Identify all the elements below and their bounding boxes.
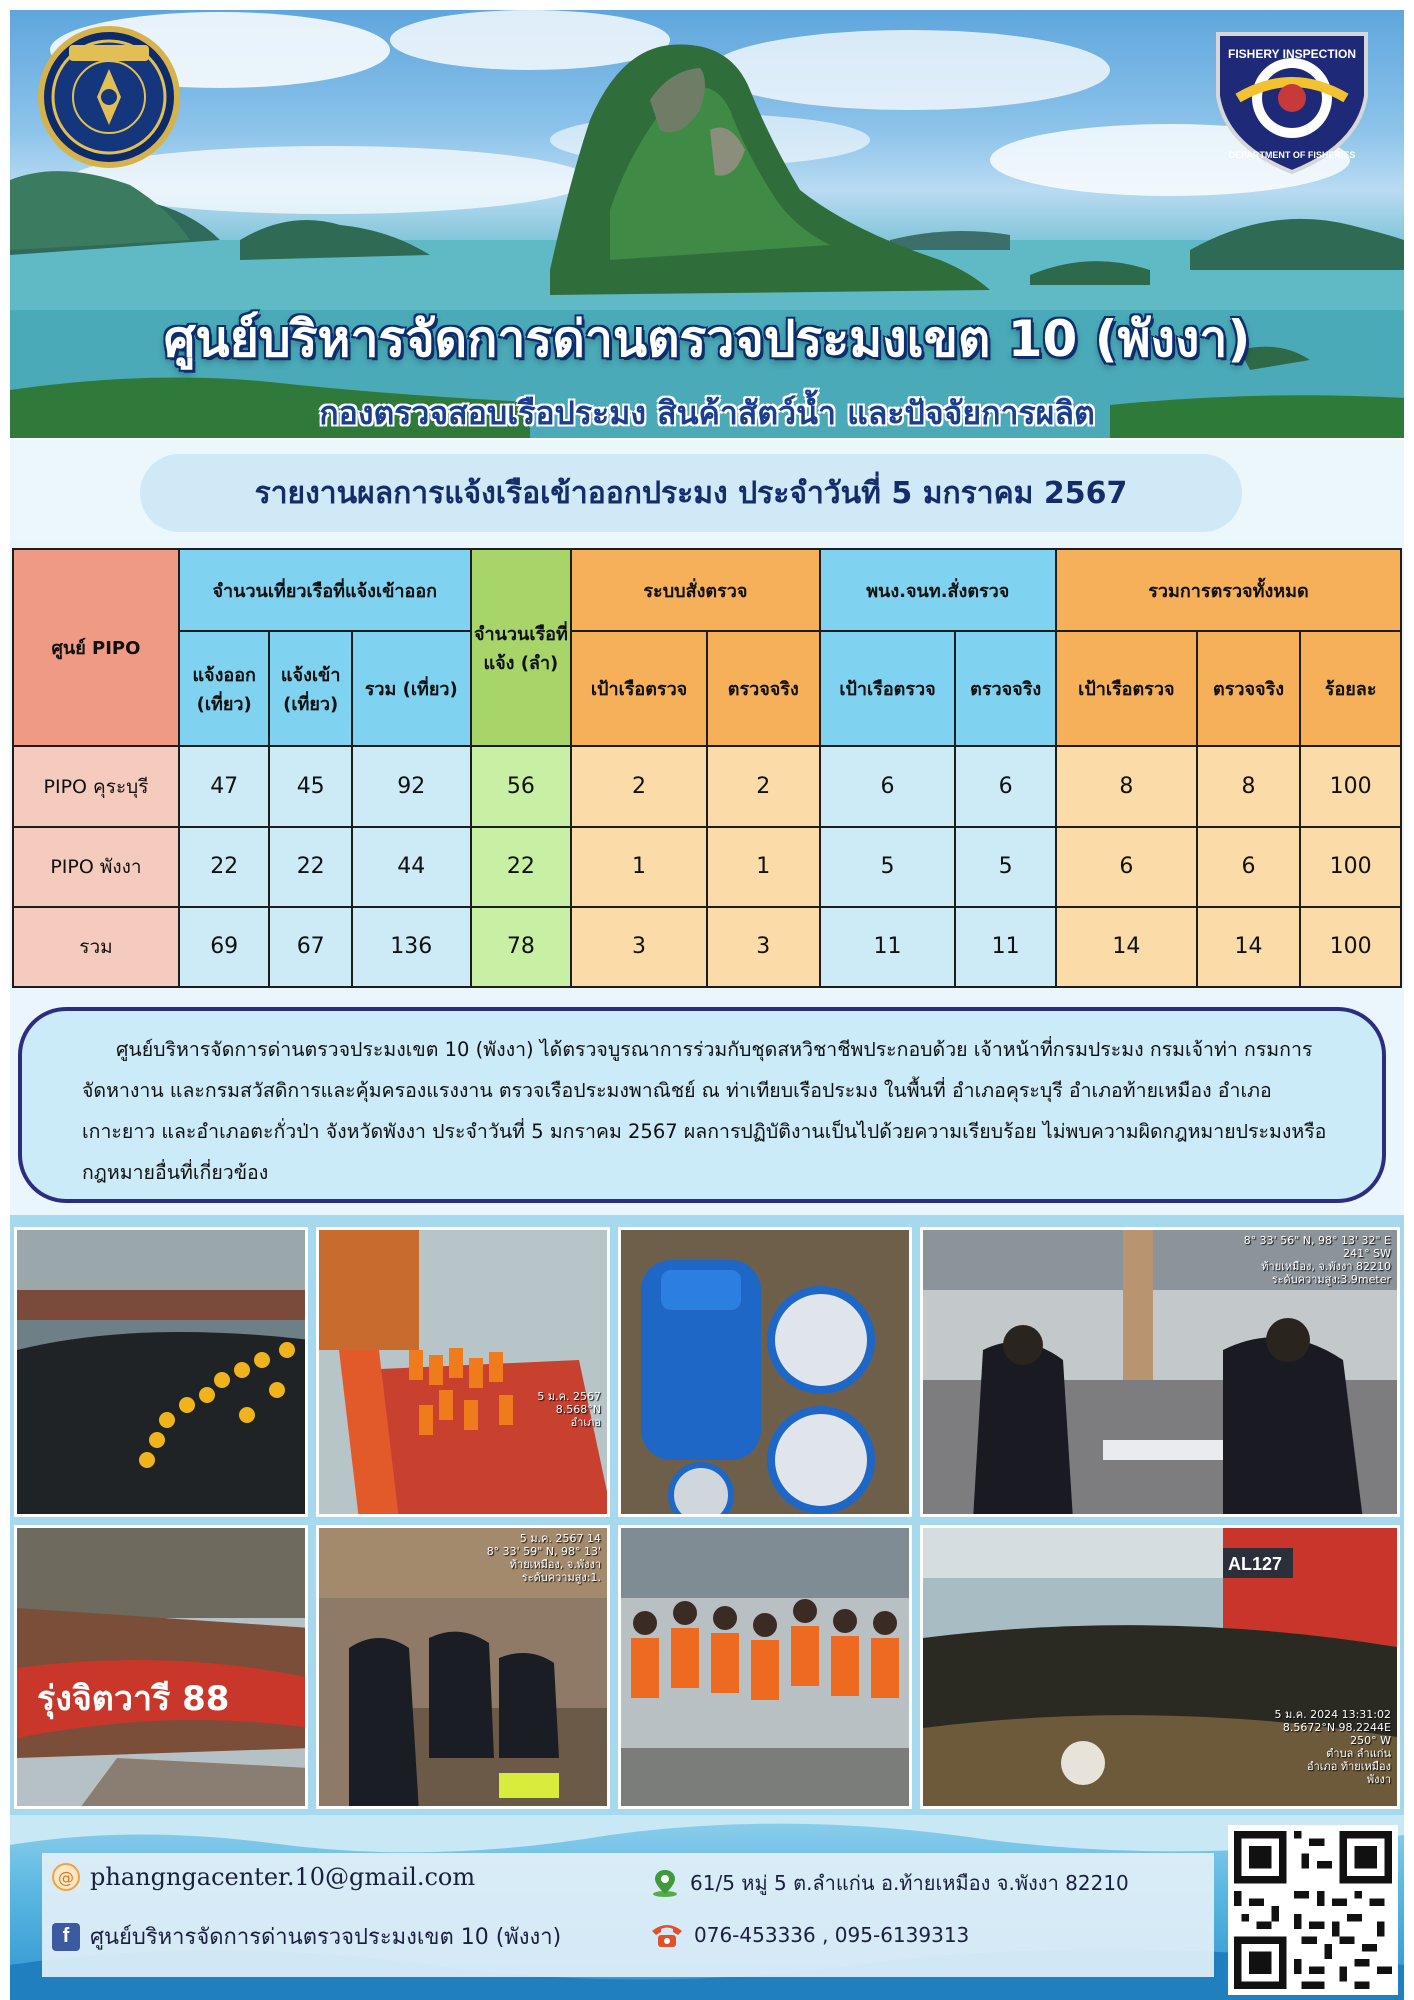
col-header-officer-target: เป้าเรือตรวจ — [820, 631, 956, 746]
email-icon: @ — [52, 1863, 80, 1891]
page-subtitle: กองตรวจสอบเรือประมง สินค้าสัตว์น้ำ และปัจจัยการผลิต — [319, 394, 1095, 432]
svg-text:FISHERY INSPECTION: FISHERY INSPECTION — [1227, 47, 1357, 61]
col-header-trips-out: แจ้งออก (เที่ยว) — [179, 631, 270, 746]
cell-in: 67 — [269, 907, 351, 987]
cell-vessels: 22 — [471, 827, 572, 907]
col-header-trips-total: รวม (เที่ยว) — [352, 631, 471, 746]
description-box — [18, 1007, 1386, 1203]
inspection-table — [12, 548, 1402, 988]
photo-fishing-net — [14, 1227, 308, 1517]
email-line[interactable] — [52, 1863, 475, 1891]
cell-sys-target: 3 — [571, 907, 707, 987]
svg-text:รุ่งจิตวารี 88: รุ่งจิตวารี 88 — [37, 1679, 230, 1719]
col-header-total-target: เป้าเรือตรวจ — [1056, 631, 1197, 746]
cell-total: 44 — [352, 827, 471, 907]
cell-all-target: 6 — [1056, 827, 1197, 907]
photo-caption: 5 ม.ค. 2567 8.568°N อำเภอ — [537, 1390, 601, 1429]
svg-text:AL127: AL127 — [1228, 1554, 1283, 1574]
cell-percent: 100 — [1300, 746, 1401, 826]
cell-sys-actual: 3 — [707, 907, 820, 987]
cell-in: 45 — [269, 746, 351, 826]
photo-caption: 5 ม.ค. 2024 13:31:02 8.5672°N 98.2244E 250° W ตำบล ลำแก่น อำเภอ ท้ายเหมือง พังงา — [1274, 1708, 1391, 1786]
facebook-text[interactable]: ศูนย์บริหารจัดการด่านตรวจประมงเขต 10 (พังงา) — [90, 1925, 562, 1950]
table-row — [13, 827, 1401, 907]
phone-icon — [650, 1921, 684, 1949]
facebook-icon: f — [52, 1923, 80, 1951]
cell-out: 69 — [179, 907, 270, 987]
table-row — [13, 746, 1401, 826]
qr-code[interactable] — [1228, 1825, 1398, 1995]
report-title: รายงานผลการแจ้งเรือเข้าออกประมง ประจำวันที่ 5 มกราคม 2567 — [140, 454, 1242, 532]
photo-officers-table — [316, 1525, 610, 1809]
col-header-percent: ร้อยละ — [1300, 631, 1401, 746]
col-header-total: รวมการตรวจทั้งหมด — [1056, 549, 1401, 631]
photo-document-check — [920, 1227, 1400, 1517]
cell-total: 136 — [352, 907, 471, 987]
report-table-section — [10, 540, 1404, 995]
description-section — [10, 995, 1404, 1215]
cell-center: PIPO พังงา — [13, 827, 179, 907]
col-header-vessels: จำนวนเรือที่แจ้ง (ลำ) — [471, 549, 572, 746]
col-header-officer-actual: ตรวจจริง — [955, 631, 1056, 746]
cell-all-actual: 8 — [1197, 746, 1301, 826]
col-header-system-target: เป้าเรือตรวจ — [571, 631, 707, 746]
cell-percent: 100 — [1300, 907, 1401, 987]
email-text[interactable]: phangngacenter.10@gmail.com — [90, 1863, 476, 1891]
cell-all-target: 8 — [1056, 746, 1197, 826]
col-header-system: ระบบสั่งตรวจ — [571, 549, 819, 631]
address-text: 61/5 หมู่ 5 ต.ลำแก่น อ.ท้ายเหมือง จ.พังงา 82210 — [690, 1871, 1129, 1895]
phone-line[interactable] — [650, 1921, 969, 1949]
report-title-section — [10, 440, 1404, 540]
photo-caption: 8° 33' 56" N, 98° 13' 32" E 241° SW ท้ายเหมือง, จ.พังงา 82210 ระดับความสูง:3.9meter — [1243, 1234, 1391, 1286]
col-header-trips-in: แจ้งเข้า (เที่ยว) — [269, 631, 351, 746]
cell-all-actual: 6 — [1197, 827, 1301, 907]
cell-center: รวม — [13, 907, 179, 987]
cell-off-actual: 11 — [955, 907, 1056, 987]
facebook-line[interactable] — [52, 1919, 561, 1954]
fisheries-department-logo — [38, 26, 180, 168]
contact-card — [42, 1853, 1214, 1977]
cell-off-target: 6 — [820, 746, 956, 826]
cell-sys-actual: 2 — [707, 746, 820, 826]
cell-off-actual: 5 — [955, 827, 1056, 907]
cell-out: 22 — [179, 827, 270, 907]
cell-vessels: 78 — [471, 907, 572, 987]
phone-text[interactable]: 076-453336 , 095-6139313 — [694, 1923, 970, 1947]
svg-text:DEPARTMENT OF FISHERIES: DEPARTMENT OF FISHERIES — [1228, 150, 1356, 160]
col-header-trips: จำนวนเที่ยวเรือที่แจ้งเข้าออก — [179, 549, 471, 631]
cell-all-target: 14 — [1056, 907, 1197, 987]
cell-out: 47 — [179, 746, 270, 826]
footer — [10, 1815, 1404, 2000]
col-header-officer: พนง.จนท.สั่งตรวจ — [820, 549, 1056, 631]
photo-grid — [10, 1215, 1404, 1815]
photo-fishing-gear — [920, 1525, 1400, 1809]
description-text: ศูนย์บริหารจัดการด่านตรวจประมงเขต 10 (พังงา) ได้ตรวจบูรณาการร่วมกับชุดสหวิชาชีพประกอบด้วย เจ้าหน้าที่กรมประมง กรมเจ้าท่า กรมการจัดหางาน และกรมสวัสดิการและคุ้มครองแรงงาน ตรวจเรือประมงพาณิชย์ ณ ท่าเทียบเรือประมง ในพื้นที่ อำเภอคุระบุรี อำเภอท้ายเหมือง อำเภอเกาะยาว และอำเภอตะกั่วป่า จังหวัดพังงา ประจำวันที่ 5 มกราคม 2567 ผลการปฏิบัติงานเป็นไปด้วยความเรียบร้อย ไม่พบความผิดกฎหมายประมงหรือกฎหมายอื่นที่เกี่ยวข้อง — [82, 1038, 1327, 1184]
photo-crew-on-deck — [316, 1227, 610, 1517]
cell-center: PIPO คุระบุรี — [13, 746, 179, 826]
cell-sys-target: 2 — [571, 746, 707, 826]
photo-crew-lifejackets — [618, 1525, 912, 1809]
page-title: ศูนย์บริหารจัดการด่านตรวจประมงเขต 10 (พังงา) — [163, 310, 1251, 368]
cell-all-actual: 14 — [1197, 907, 1301, 987]
cell-total: 92 — [352, 746, 471, 826]
cell-sys-target: 1 — [571, 827, 707, 907]
header-banner — [10, 10, 1404, 438]
photo-caption: 5 ม.ค. 2567 14 8° 33' 59" N, 98° 13' ท้ายเหมือง, จ.พังงา ระดับความสูง:1. — [486, 1532, 601, 1584]
address-line — [650, 1867, 1129, 1899]
col-header-total-actual: ตรวจจริง — [1197, 631, 1301, 746]
cell-in: 22 — [269, 827, 351, 907]
photo-containers — [618, 1227, 912, 1517]
photo-boat-hull — [14, 1525, 308, 1809]
table-row-total — [13, 907, 1401, 987]
col-header-center: ศูนย์ PIPO — [13, 549, 179, 746]
location-pin-icon — [650, 1868, 680, 1898]
cell-off-actual: 6 — [955, 746, 1056, 826]
fishery-inspection-logo — [1208, 26, 1376, 176]
cell-sys-actual: 1 — [707, 827, 820, 907]
cell-off-target: 5 — [820, 827, 956, 907]
cell-off-target: 11 — [820, 907, 956, 987]
cell-percent: 100 — [1300, 827, 1401, 907]
col-header-system-actual: ตรวจจริง — [707, 631, 820, 746]
cell-vessels: 56 — [471, 746, 572, 826]
